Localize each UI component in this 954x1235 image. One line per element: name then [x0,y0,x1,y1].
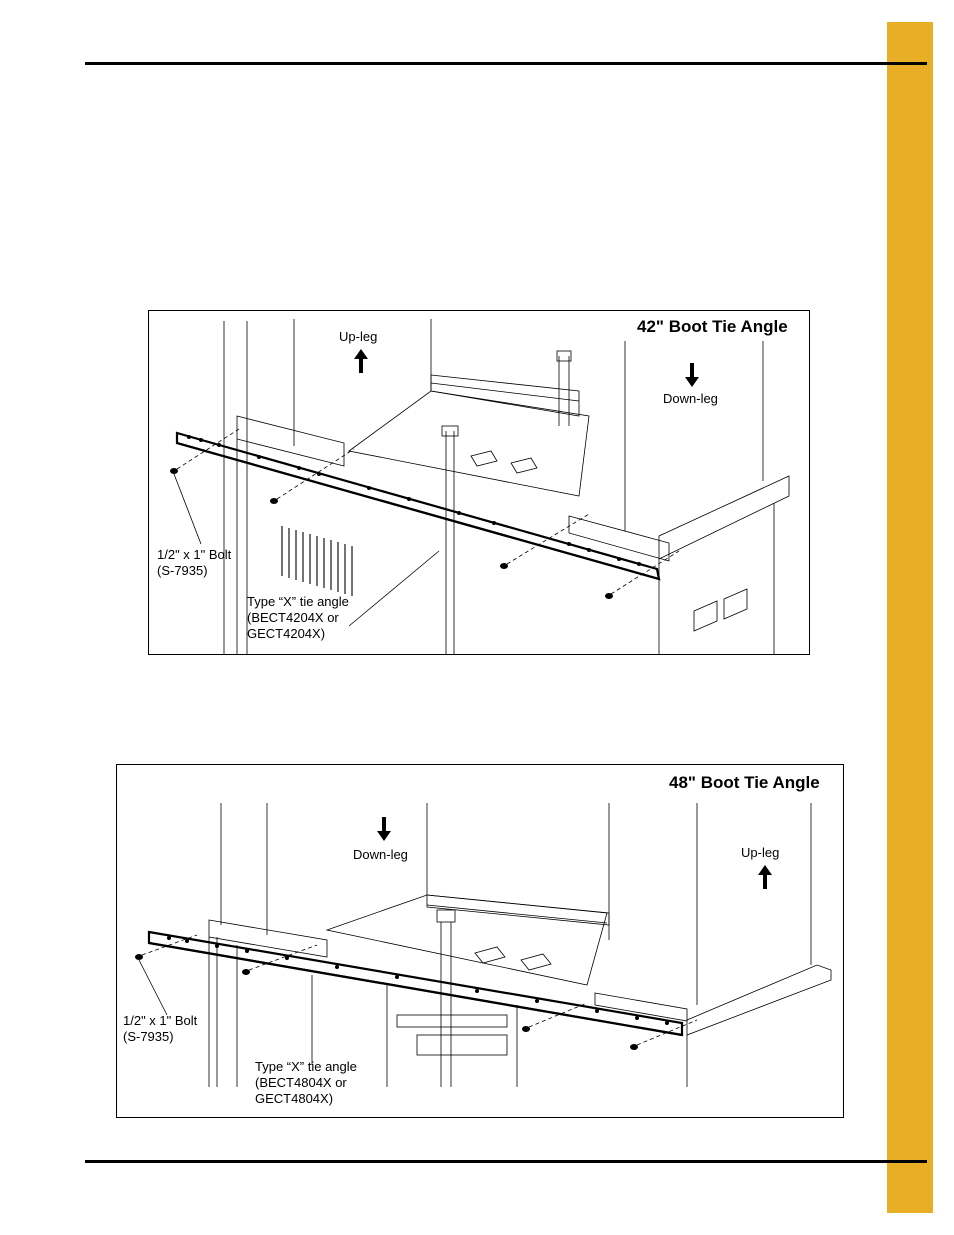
down-arrow-icon [377,817,391,841]
bolt-label: 1/2" x 1" Bolt (S-7935) [123,1013,198,1044]
footer-rule [85,1160,927,1163]
up-leg-label: Up-leg [741,845,780,860]
header-rule [85,62,927,65]
up-arrow-icon [354,349,368,373]
figure-title: 42" Boot Tie Angle [637,317,788,336]
up-arrow-icon [758,865,772,889]
tie-angle-label: Type “X” tie angle (BECT4204X or GECT4204X) [247,594,349,641]
down-leg-label: Down-leg [663,391,718,406]
down-leg-label: Down-leg [353,847,408,862]
bolt-label: 1/2" x 1" Bolt (S-7935) [157,547,232,578]
up-leg-label: Up-leg [339,329,378,344]
figure-title: 48" Boot Tie Angle [669,773,820,792]
down-arrow-icon [685,363,699,387]
figure-48-drawing [117,765,843,1117]
chapter-side-tab [887,22,933,1213]
figure-42-boot-tie-angle [148,310,810,655]
tie-angle-label: Type “X” tie angle (BECT4804X or GECT4804X) [255,1059,357,1106]
figure-48-boot-tie-angle [116,764,844,1118]
